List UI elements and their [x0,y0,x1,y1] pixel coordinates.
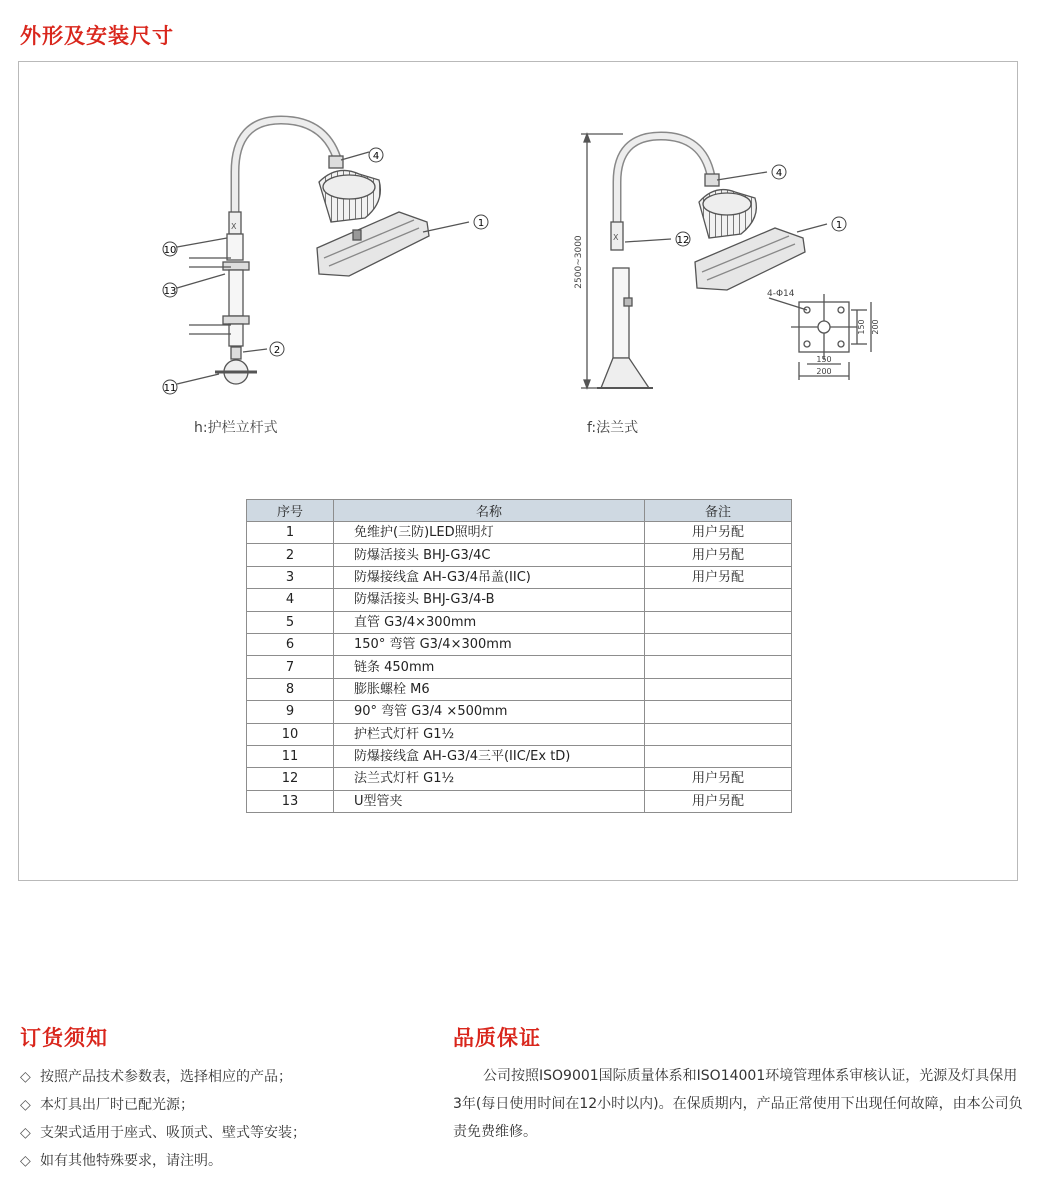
table-row [247,589,792,611]
diamond-bullet-icon: ◇ [20,1069,31,1085]
header-name: 名称 [334,500,645,522]
flange-dim-200-v: 200 [871,319,880,335]
callout-h-1: 1 [477,218,485,229]
table-row [247,522,792,544]
row-note [645,656,792,678]
order-notes-title: 订货须知 [20,1026,108,1050]
row-no: 8 [247,678,334,700]
table-row [247,701,792,723]
row-no: 13 [247,790,334,812]
table-row [247,745,792,767]
svg-text:X: X [231,222,237,231]
row-no: 3 [247,566,334,588]
row-note: 用户另配 [645,566,792,588]
row-note: 用户另配 [645,790,792,812]
quality-paragraph: 公司按照ISO9001国际质量体系和ISO14001环境管理体系审核认证，光源及灯具保用3年(每日使用时间在12小时以内)。在保质期内，产品正常使用下出现任何故障，由本公司负责免费维修。 [453,1068,1023,1140]
row-note [645,723,792,745]
row-note [645,678,792,700]
guardrail-mount-drawing [177,120,469,384]
table-header-row [247,500,792,522]
quality-title: 品质保证 [453,1026,541,1050]
lamp-h [317,170,429,276]
order-note-text: 本灯具出厂时已配光源； [40,1097,194,1113]
list-item [20,1091,306,1119]
row-note: 用户另配 [645,544,792,566]
dimensions-title: 外形及安装尺寸 [20,24,174,48]
flange-dim-150-v: 150 [857,319,866,335]
row-note [645,701,792,723]
row-no: 7 [247,656,334,678]
table-row [247,611,792,633]
table-row [247,633,792,655]
row-name: 直管 G3/4×300mm [334,611,645,633]
table-row [247,790,792,812]
callout-f-1: 1 [835,220,843,231]
table-row [247,566,792,588]
row-name: 防爆接线盒 AH-G3/4吊盖(IIC) [334,566,645,588]
flange-dim-200-h: 200 [816,367,832,376]
table-row [247,768,792,790]
order-note-text: 按照产品技术参数表，选择相应的产品； [40,1069,292,1085]
row-name: 法兰式灯杆 G1½ [334,768,645,790]
row-name: 防爆接线盒 AH-G3/4三平(IIC/Ex tD) [334,745,645,767]
lamp-f [695,190,805,290]
header-note: 备注 [645,500,792,522]
flange-dim-150-h: 150 [816,355,832,364]
row-note [645,745,792,767]
drawing-frame [18,61,1018,881]
callout-h-10: 10 [163,245,177,256]
row-name: 膨胀螺栓 M6 [334,678,645,700]
row-note [645,611,792,633]
callout-h-13: 13 [163,286,177,297]
order-note-text: 如有其他特殊要求，请注明。 [40,1153,222,1169]
row-name: 链条 450mm [334,656,645,678]
callout-h-4: 4 [372,151,380,162]
row-note: 用户另配 [645,768,792,790]
row-note: 用户另配 [645,522,792,544]
row-no: 6 [247,633,334,655]
list-item [20,1063,306,1091]
order-notes-list [20,1063,306,1175]
parts-table [246,499,792,813]
list-item [20,1147,306,1175]
row-no: 1 [247,522,334,544]
callout-h-11: 11 [163,383,177,394]
callout-f-12: 12 [676,235,690,246]
table-row [247,678,792,700]
row-name: 90° 弯管 G3/4 ×500mm [334,701,645,723]
row-note [645,633,792,655]
flange-hole-spec: 4-Φ14 [767,289,795,299]
diamond-bullet-icon: ◇ [20,1153,31,1169]
order-note-text: 支架式适用于座式、吸顶式、壁式等安装； [40,1125,306,1141]
pole-height-dimension: 2500~3000 [574,235,584,289]
row-no: 12 [247,768,334,790]
flange-mount-drawing [581,134,871,388]
callout-f-4: 4 [775,168,783,179]
row-name: U型管夹 [334,790,645,812]
list-item [20,1119,306,1147]
row-name: 防爆活接头 BHJ-G3/4-B [334,589,645,611]
row-no: 5 [247,611,334,633]
row-name: 护栏式灯杆 G1½ [334,723,645,745]
row-name: 防爆活接头 BHJ-G3/4C [334,544,645,566]
row-no: 9 [247,701,334,723]
svg-text:X: X [613,233,619,242]
table-row [247,656,792,678]
caption-flange: f:法兰式 [587,420,639,436]
row-note [645,589,792,611]
diamond-bullet-icon: ◇ [20,1125,31,1141]
diamond-bullet-icon: ◇ [20,1097,31,1113]
row-name: 150° 弯管 G3/4×300mm [334,633,645,655]
row-no: 11 [247,745,334,767]
row-no: 2 [247,544,334,566]
row-no: 10 [247,723,334,745]
row-name: 免维护(三防)LED照明灯 [334,522,645,544]
callout-h-2: 2 [273,345,281,356]
row-no: 4 [247,589,334,611]
table-row [247,544,792,566]
caption-guardrail: h:护栏立杆式 [194,420,278,436]
table-row [247,723,792,745]
header-no: 序号 [247,500,334,522]
